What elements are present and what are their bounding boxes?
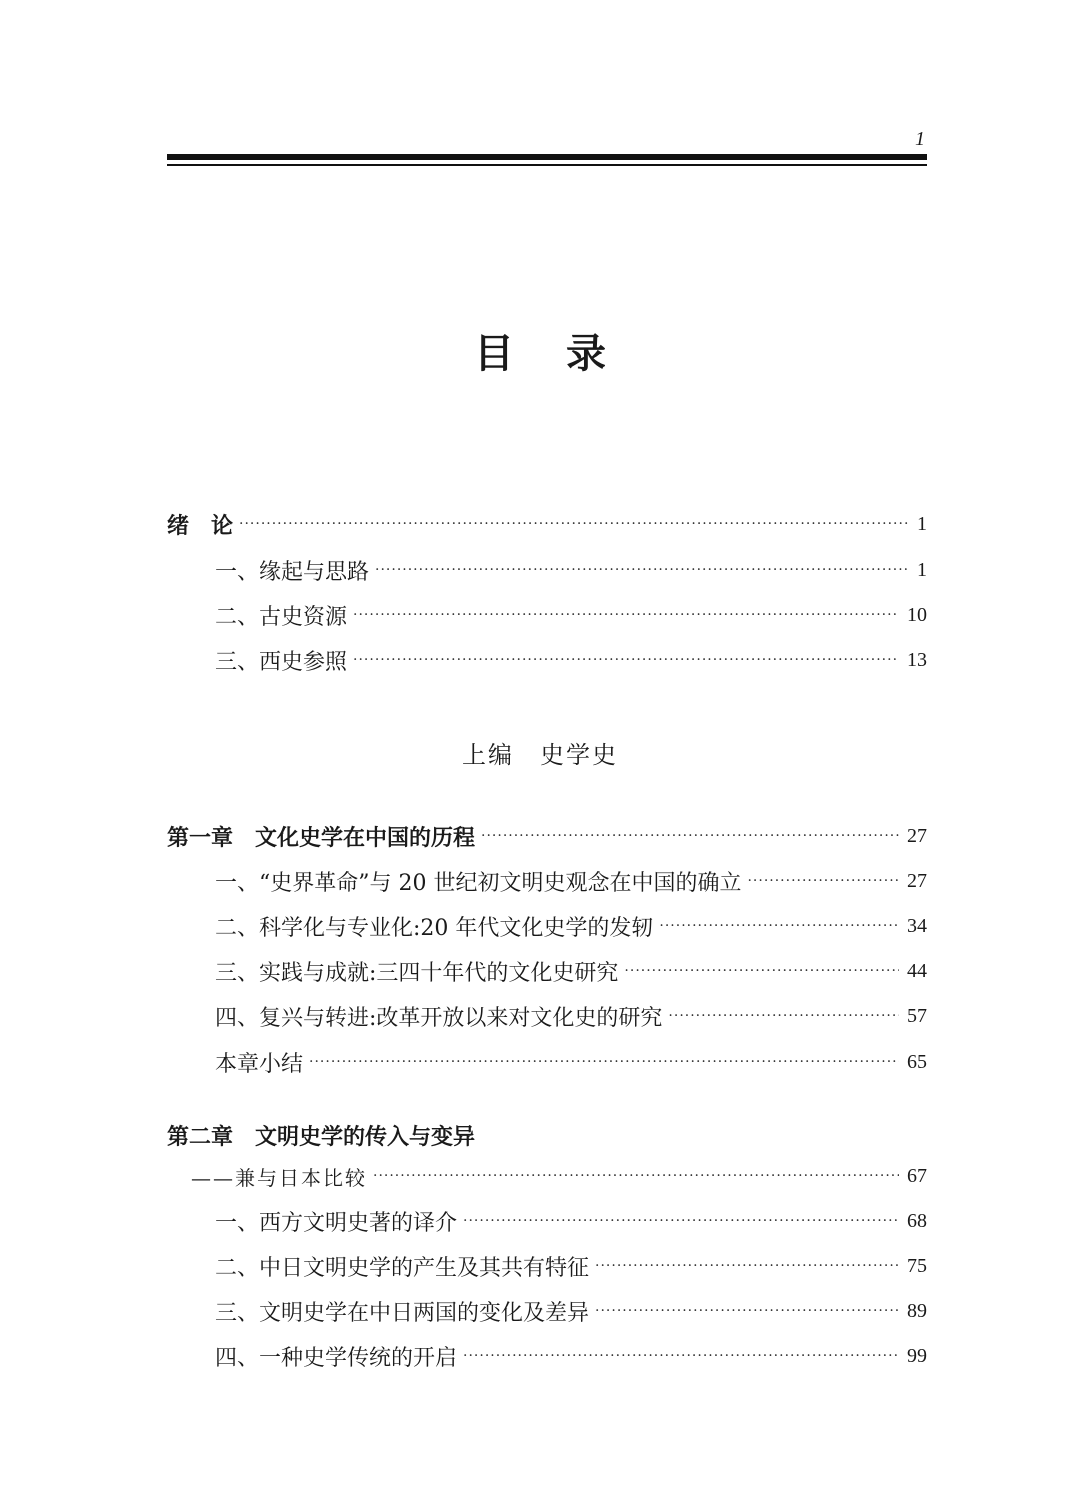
toc-entry-label: 四、一种史学传统的开启 <box>215 1345 458 1371</box>
toc-entry-page: 68 <box>907 1209 927 1232</box>
toc-entry[interactable] <box>215 595 927 635</box>
leader-dots <box>659 906 899 946</box>
toc-entry-page: 75 <box>907 1254 927 1277</box>
leader-dots <box>747 861 899 901</box>
toc-entry[interactable] <box>215 1246 927 1286</box>
toc-entry-page: 34 <box>907 914 927 937</box>
toc-entry[interactable] <box>215 1201 927 1241</box>
toc-entry-page: 44 <box>907 959 927 982</box>
toc-entry[interactable] <box>215 906 927 946</box>
toc-entry-label: 三、文明史学在中日两国的变化及差异 <box>215 1300 590 1326</box>
header-rule-thin <box>167 164 927 166</box>
page-number: 1 <box>915 128 925 150</box>
toc-entry-chapter1[interactable] <box>167 816 927 856</box>
leader-dots <box>239 504 909 544</box>
toc-entry-page: 1 <box>917 512 927 535</box>
part-heading: 上编 史学史 <box>462 741 618 769</box>
toc-chapter2-title[interactable]: 第二章 文明史学的传入与变异 <box>167 1124 476 1150</box>
toc-entry[interactable] <box>215 550 927 590</box>
toc-entry-label: 四、复兴与转进:改革开放以来对文化史的研究 <box>215 1005 663 1031</box>
leader-dots <box>373 1156 899 1196</box>
leader-dots <box>595 1246 899 1286</box>
leader-dots <box>463 1201 899 1241</box>
toc-entry-label: 绪 论 <box>167 512 234 539</box>
toc-entry[interactable] <box>215 640 927 680</box>
toc-entry-label: 一、缘起与思路 <box>215 559 370 585</box>
toc-entry[interactable] <box>215 1291 927 1331</box>
toc-entry-page: 89 <box>907 1299 927 1322</box>
toc-entry-page: 10 <box>907 603 927 626</box>
toc-entry-page: 13 <box>907 648 927 671</box>
leader-dots <box>463 1336 899 1376</box>
toc-entry-chapter2[interactable] <box>191 1156 927 1196</box>
toc-entry-label: 三、实践与成就:三四十年代的文化史研究 <box>215 960 619 986</box>
toc-entry-subtitle: ——兼与日本比较 <box>191 1165 367 1190</box>
toc-entry-page: 65 <box>907 1050 927 1073</box>
toc-entry-label: 二、中日文明史学的产生及其共有特征 <box>215 1255 590 1281</box>
header-rule-thick <box>167 154 927 160</box>
toc-entry-label: 第一章 文化史学在中国的历程 <box>167 824 476 851</box>
toc-entry-page: 27 <box>907 824 927 847</box>
leader-dots <box>375 550 909 590</box>
toc-entry-label: 二、古史资源 <box>215 604 348 630</box>
toc-entry[interactable] <box>215 951 927 991</box>
toc-entry[interactable] <box>215 996 927 1036</box>
leader-dots <box>481 816 899 856</box>
leader-dots <box>624 951 899 991</box>
toc-entry-page: 99 <box>907 1344 927 1367</box>
leader-dots <box>595 1291 899 1331</box>
toc-entry-intro[interactable] <box>167 504 927 544</box>
toc-entry-page: 57 <box>907 1004 927 1027</box>
leader-dots <box>309 1042 899 1082</box>
leader-dots <box>668 996 899 1036</box>
toc-entry[interactable] <box>215 1336 927 1376</box>
page-title: 目录 <box>474 330 658 377</box>
toc-entry-label: 二、科学化与专业化:20 年代文化史学的发轫 <box>215 915 654 941</box>
toc-entry-label: 一、西方文明史著的译介 <box>215 1210 458 1236</box>
toc-entry-label: 三、西史参照 <box>215 649 348 675</box>
toc-entry-page: 67 <box>907 1164 927 1187</box>
toc-entry-label: 本章小结 <box>215 1051 304 1077</box>
toc-entry-page: 27 <box>907 869 927 892</box>
toc-entry-label: 一、“史界革命”与 20 世纪初文明史观念在中国的确立 <box>215 870 742 896</box>
leader-dots <box>353 595 899 635</box>
toc-entry[interactable] <box>215 1042 927 1082</box>
toc-entry[interactable] <box>215 861 927 901</box>
toc-entry-page: 1 <box>917 558 927 581</box>
leader-dots <box>353 640 899 680</box>
